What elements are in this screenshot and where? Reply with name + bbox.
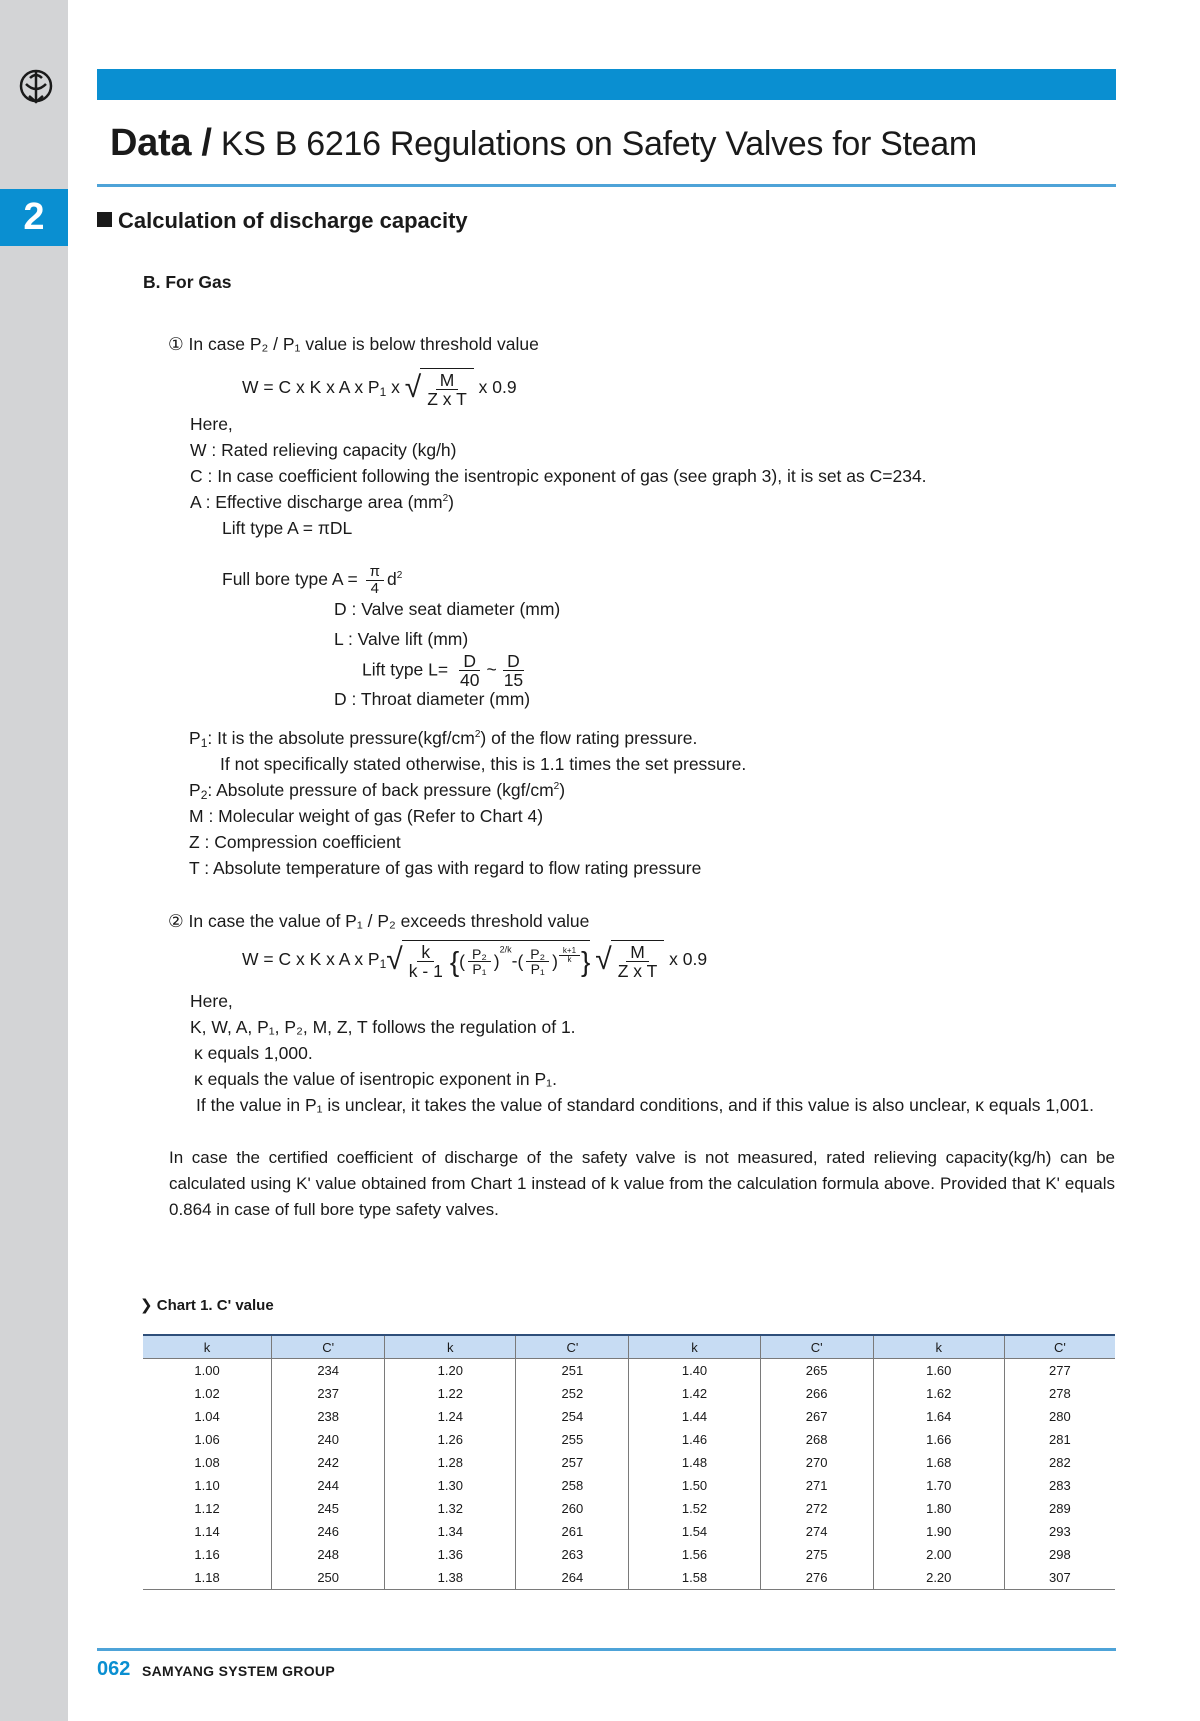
def-p2-a: P xyxy=(189,780,201,800)
table-cell: 307 xyxy=(1004,1566,1115,1590)
def-c: C : In case coefficient following the isentropic exponent of gas (see graph 3), it is set as C=234. xyxy=(190,466,927,486)
table-cell: 270 xyxy=(760,1451,873,1474)
table-cell: 1.58 xyxy=(629,1566,760,1590)
lift-frac2-num: D xyxy=(503,652,524,671)
case1-formula xyxy=(242,368,517,409)
header-cell: C' xyxy=(516,1335,629,1359)
section-heading-text: Calculation of discharge capacity xyxy=(118,208,468,233)
table-cell: 263 xyxy=(516,1543,629,1566)
table-cell: 271 xyxy=(760,1474,873,1497)
table-row xyxy=(143,1474,1115,1497)
def-p1-c: ) of the flow rating pressure. xyxy=(480,728,698,748)
table-cell: 1.18 xyxy=(143,1566,272,1590)
header-cell: C' xyxy=(760,1335,873,1359)
formula2-sub: 1 xyxy=(379,957,387,971)
table-cell: 1.24 xyxy=(385,1405,516,1428)
full-bore-den: 4 xyxy=(370,579,379,597)
case2-line3: κ equals the value of isentropic exponent in P₁. xyxy=(194,1069,557,1089)
table-row xyxy=(143,1497,1115,1520)
m-den: Z x T xyxy=(617,961,658,982)
case1-here: Here, xyxy=(190,414,233,434)
minus: - xyxy=(511,950,518,971)
c-value-table xyxy=(143,1334,1115,1590)
table-cell: 264 xyxy=(516,1566,629,1590)
table-cell: 282 xyxy=(1004,1451,1115,1474)
formula2-tail: x 0.9 xyxy=(669,949,708,969)
table-cell: 278 xyxy=(1004,1382,1115,1405)
def-p2-sub: 2 xyxy=(200,788,208,802)
table-cell: 1.68 xyxy=(873,1451,1004,1474)
table-cell: 1.90 xyxy=(873,1520,1004,1543)
def-z: Z : Compression coefficient xyxy=(189,832,401,852)
def-p1 xyxy=(189,728,697,749)
table-cell: 274 xyxy=(760,1520,873,1543)
formula-sub: 1 xyxy=(379,385,387,399)
table-cell: 276 xyxy=(760,1566,873,1590)
case1-heading: ① In case P₂ / P₁ value is below threshold value xyxy=(168,334,539,354)
table-row xyxy=(143,1543,1115,1566)
def-a-sup: 2 xyxy=(442,493,449,504)
table-cell: 255 xyxy=(516,1428,629,1451)
table-row xyxy=(143,1566,1115,1590)
table-cell: 1.80 xyxy=(873,1497,1004,1520)
case2-heading: ② In case the value of P₁ / P₂ exceeds threshold value xyxy=(168,911,590,931)
p1-a: P₁ xyxy=(472,961,487,978)
full-bore-formula xyxy=(222,564,402,597)
page-number: 062 xyxy=(97,1658,131,1680)
table-cell: 2.20 xyxy=(873,1566,1004,1590)
def-w: W : Rated relieving capacity (kg/h) xyxy=(190,440,457,460)
table-cell: 244 xyxy=(272,1474,385,1497)
table-cell: 1.28 xyxy=(385,1451,516,1474)
header-cell: k xyxy=(873,1335,1004,1359)
table-cell: 251 xyxy=(516,1359,629,1383)
table-row xyxy=(143,1520,1115,1543)
table-row xyxy=(143,1428,1115,1451)
table-cell: 283 xyxy=(1004,1474,1115,1497)
table-header-row xyxy=(143,1335,1115,1359)
table-cell: 257 xyxy=(516,1451,629,1474)
chart-title: ❯ Chart 1. C' value xyxy=(140,1297,274,1314)
def-p1-sup: 2 xyxy=(474,729,481,740)
def-p1-a: P xyxy=(189,728,201,748)
table-cell: 261 xyxy=(516,1520,629,1543)
table-cell: 1.38 xyxy=(385,1566,516,1590)
sqrt-3: √ $\frac{M}{\text{Z x T}}$ xyxy=(595,940,664,981)
sidebar xyxy=(0,0,68,1721)
def-a-end: ) xyxy=(448,492,454,512)
header-cell: C' xyxy=(1004,1335,1115,1359)
title-text: KS B 6216 Regulations on Safety Valves for Steam xyxy=(211,125,977,163)
table-cell: 289 xyxy=(1004,1497,1115,1520)
table-cell: 242 xyxy=(272,1451,385,1474)
company-name: SAMYANG SYSTEM GROUP xyxy=(142,1663,335,1679)
formula-x: x xyxy=(386,377,405,397)
table-cell: 1.20 xyxy=(385,1359,516,1383)
lift-type-a: Lift type A = πDL xyxy=(222,518,353,538)
def-p2-b: : Absolute pressure of back pressure (kgf/cm xyxy=(207,780,554,800)
table-cell: 1.08 xyxy=(194,1455,220,1470)
table-cell: 1.04 xyxy=(194,1409,220,1424)
table-cell: 1.66 xyxy=(873,1428,1004,1451)
table-cell: 246 xyxy=(272,1520,385,1543)
def-p2-c: ) xyxy=(559,780,566,800)
def-p1-b: : It is the absolute pressure(kgf/cm xyxy=(207,728,475,748)
table-cell: 1.32 xyxy=(385,1497,516,1520)
section-heading xyxy=(97,208,468,234)
subtitle: B. For Gas xyxy=(143,272,232,292)
table-cell: 272 xyxy=(760,1497,873,1520)
full-bore-d: d xyxy=(386,568,397,589)
page-title xyxy=(110,122,977,165)
table-cell: 1.42 xyxy=(629,1382,760,1405)
frac-num: M xyxy=(436,371,459,390)
table-cell: 298 xyxy=(1004,1543,1115,1566)
table-cell: 1.16 xyxy=(194,1547,220,1562)
note-paragraph: In case the certified coefficient of discharge of the safety valve is not measured, rated relieving capacity(kg/h) can be calculated using K' value obtained from Chart 1 instead of k value from the calculation formula above. Provided that K' equals 0.864 in case of full bore type safety valves. xyxy=(169,1148,1115,1219)
sqrt-2: √ $\frac{k}{k - 1}$ {( $\frac{\text{P₂}}{\text{P₁}}$ )$^{2/k}$-( $\frac{\text{P₂}}{\text{P₁}}$ ) $\frac{k+1}{k}$ } xyxy=(386,942,591,982)
def-d-seat: D : Valve seat diameter (mm) xyxy=(334,599,561,619)
full-bore-num: π xyxy=(366,564,384,581)
table-cell: 245 xyxy=(272,1497,385,1520)
table-cell: 1.56 xyxy=(629,1543,760,1566)
full-bore-label: Full bore type A = xyxy=(222,568,358,589)
table-cell: 1.40 xyxy=(629,1359,760,1383)
table-cell: 1.10 xyxy=(194,1478,220,1493)
table-cell: 1.52 xyxy=(629,1497,760,1520)
table-row xyxy=(143,1382,1115,1405)
table-cell: 1.62 xyxy=(873,1382,1004,1405)
table-cell: 1.14 xyxy=(194,1524,220,1539)
lift-frac1-num: D xyxy=(459,652,480,671)
def-p2 xyxy=(189,780,565,801)
table-cell: 237 xyxy=(272,1382,385,1405)
chapter-tab: 2 xyxy=(0,189,68,246)
case2-formula xyxy=(242,940,707,981)
table-cell: 1.02 xyxy=(194,1386,220,1401)
formula-lhs: W = C x K x A x P xyxy=(242,377,380,397)
table-cell: 1.30 xyxy=(385,1474,516,1497)
table-cell: 268 xyxy=(760,1428,873,1451)
k-den: k - 1 xyxy=(408,961,443,982)
def-l: L : Valve lift (mm) xyxy=(334,629,469,649)
full-bore-d-sup: 2 xyxy=(396,569,403,581)
k-num: k xyxy=(417,943,434,962)
header-cell: k xyxy=(385,1335,516,1359)
table-cell: 2.00 xyxy=(873,1543,1004,1566)
table-cell: 1.44 xyxy=(629,1405,760,1428)
table-cell: 1.48 xyxy=(629,1451,760,1474)
title-data-label: Data / xyxy=(110,122,212,164)
title-rule xyxy=(97,184,1116,187)
table-cell: 1.46 xyxy=(629,1428,760,1451)
lift-type-l-label: Lift type L= xyxy=(362,659,449,680)
header-cell: C' xyxy=(272,1335,385,1359)
case2-line1: K, W, A, P₁, P₂, M, Z, T follows the regulation of 1. xyxy=(190,1017,576,1037)
def-a xyxy=(190,492,454,513)
table-cell: 254 xyxy=(516,1405,629,1428)
table-cell: 265 xyxy=(760,1359,873,1383)
samyang-logo-icon xyxy=(17,66,55,106)
table-cell: 250 xyxy=(272,1566,385,1590)
formula2-lhs: W = C x K x A x P xyxy=(242,949,380,969)
exp2-num: k+1 xyxy=(559,947,580,956)
def-p1-sub: 1 xyxy=(200,736,208,750)
lift-tilde: ~ xyxy=(486,659,497,680)
table-cell: 1.50 xyxy=(629,1474,760,1497)
table-cell: 1.00 xyxy=(194,1363,220,1378)
def-a-text: A : Effective discharge area (mm xyxy=(190,492,443,512)
case2-here: Here, xyxy=(190,991,233,1011)
def-t: T : Absolute temperature of gas with regard to flow rating pressure xyxy=(189,858,702,878)
table-cell: 277 xyxy=(1004,1359,1115,1383)
table-cell: 238 xyxy=(272,1405,385,1428)
sqrt: √ $\frac{M}{\text{Z x T}}$ xyxy=(405,368,474,409)
p1-b: P₁ xyxy=(530,961,545,978)
table-cell: 1.36 xyxy=(385,1543,516,1566)
table-cell: 275 xyxy=(760,1543,873,1566)
square-bullet-icon xyxy=(97,212,112,227)
table-cell: 1.22 xyxy=(385,1382,516,1405)
table-cell: 280 xyxy=(1004,1405,1115,1428)
header-cell: k xyxy=(629,1335,760,1359)
table-cell: 281 xyxy=(1004,1428,1115,1451)
frac-den: Z x T xyxy=(427,389,467,410)
formula-tail: x 0.9 xyxy=(478,377,517,397)
table-cell: 293 xyxy=(1004,1520,1115,1543)
table-cell: 1.34 xyxy=(385,1520,516,1543)
table-cell: 260 xyxy=(516,1497,629,1520)
table-cell: 252 xyxy=(516,1382,629,1405)
header-cell: k xyxy=(143,1335,272,1359)
case2-line2: κ equals 1,000. xyxy=(194,1043,313,1063)
table-cell: 1.54 xyxy=(629,1520,760,1543)
lift-frac2-den: 15 xyxy=(503,670,524,691)
m-num: M xyxy=(626,943,649,962)
table-cell: 1.70 xyxy=(873,1474,1004,1497)
table-cell: 248 xyxy=(272,1543,385,1566)
p2-a: P₂ xyxy=(468,947,491,963)
table-row xyxy=(143,1405,1115,1428)
case2-line4: If the value in P₁ is unclear, it takes the value of standard conditions, and if this value is also unclear, κ equals 1,001. xyxy=(196,1095,1094,1115)
table-cell: 266 xyxy=(760,1382,873,1405)
header-bar xyxy=(97,69,1116,100)
table-cell: 1.60 xyxy=(873,1359,1004,1383)
footer-rule xyxy=(97,1648,1116,1651)
table-cell: 267 xyxy=(760,1405,873,1428)
table-cell: 1.64 xyxy=(873,1405,1004,1428)
exp-1: 2/k xyxy=(499,944,512,955)
table-row xyxy=(143,1359,1115,1383)
lift-frac1-den: 40 xyxy=(459,670,480,691)
def-d-throat: D : Throat diameter (mm) xyxy=(334,689,531,709)
table-cell: 1.26 xyxy=(385,1428,516,1451)
table-cell: 258 xyxy=(516,1474,629,1497)
def-p2-sup: 2 xyxy=(553,781,560,792)
table-cell: 240 xyxy=(272,1428,385,1451)
table-cell: 1.12 xyxy=(194,1501,220,1516)
table-row xyxy=(143,1451,1115,1474)
def-m: M : Molecular weight of gas (Refer to Chart 4) xyxy=(189,806,544,826)
table-cell: 1.06 xyxy=(194,1432,220,1447)
exp2-den: k xyxy=(567,954,572,964)
def-p1-line2: If not specifically stated otherwise, this is 1.1 times the set pressure. xyxy=(220,754,747,774)
table-cell: 234 xyxy=(272,1359,385,1383)
p2-b: P₂ xyxy=(526,947,549,963)
lift-type-l xyxy=(362,652,530,690)
